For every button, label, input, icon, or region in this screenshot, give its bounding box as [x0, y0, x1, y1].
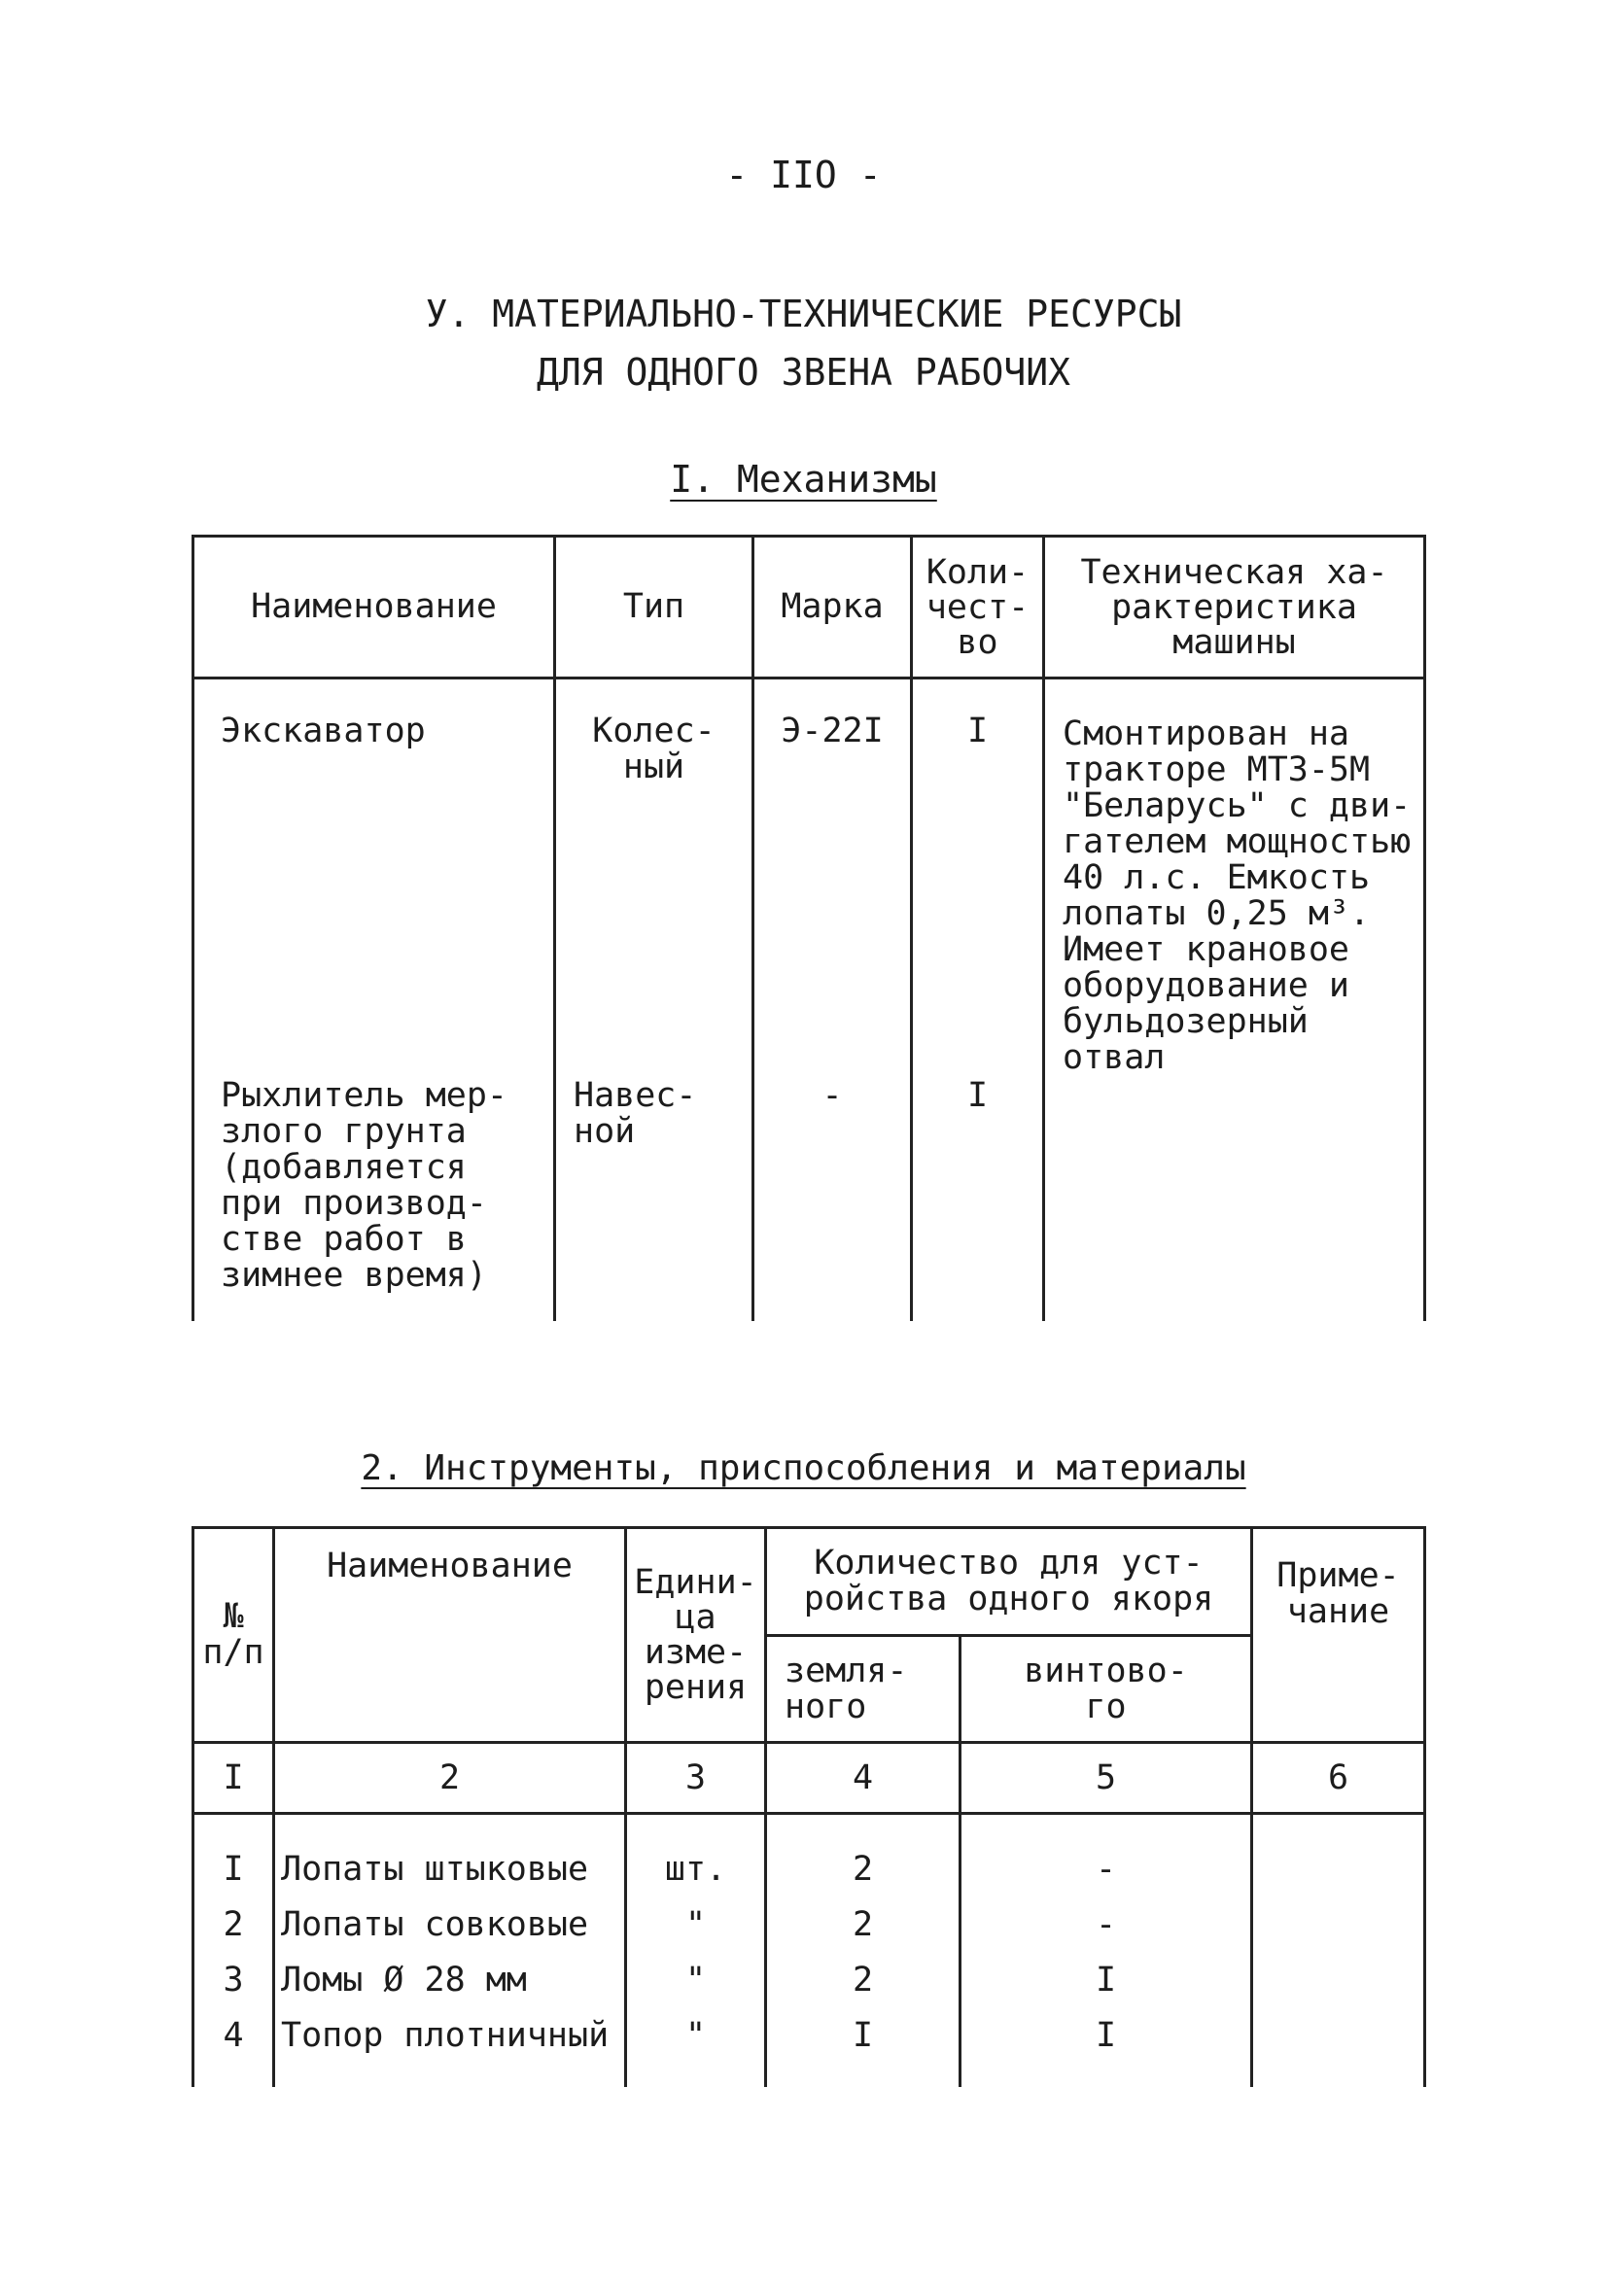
- cell-screw: I: [961, 2008, 1252, 2087]
- table-row: [193, 1814, 1425, 1898]
- row-excavator-type: Колес- ный: [555, 678, 753, 1077]
- cell-note: [1252, 1953, 1425, 2008]
- cell-screw: -: [961, 1897, 1252, 1953]
- cell-note: [1252, 1814, 1425, 1898]
- cell-screw: I: [961, 1953, 1252, 2008]
- cell-name: Лопаты штыковые: [274, 1814, 626, 1898]
- header-quantity: Коли- чест- во: [912, 537, 1044, 678]
- header-quantity-group: Количество для уст- ройства одного якоря: [766, 1528, 1252, 1636]
- header-name: Наименование: [193, 537, 555, 678]
- cell-name: Ломы Ø 28 мм: [274, 1953, 626, 2008]
- table-row: [193, 1076, 1425, 1321]
- row-excavator-brand: Э-22I: [753, 678, 912, 1077]
- tools-table: [192, 1526, 1426, 2087]
- header-specification: Техническая ха- рактеристика машины: [1044, 537, 1425, 678]
- cell-screw: -: [961, 1814, 1252, 1898]
- table-row: [193, 1953, 1425, 2008]
- header-brand: Марка: [753, 537, 912, 678]
- mechanisms-table: [192, 535, 1426, 1321]
- cell-unit: ": [626, 2008, 766, 2087]
- header-quantity-earth: земля- ного: [766, 1636, 961, 1743]
- row-ripper-name: Рыхлитель мер- злого грунта (добавляется при производ- стве работ в зимнее время): [193, 1076, 555, 1321]
- column-number: 4: [766, 1743, 961, 1814]
- header-row-number: № п/п: [193, 1528, 274, 1743]
- cell-earth: 2: [766, 1814, 961, 1898]
- row-excavator-name: Экскаватор: [193, 678, 555, 1077]
- row-ripper-qty: I: [912, 1076, 1044, 1321]
- row-ripper-spec: [1044, 1076, 1425, 1321]
- cell-earth: I: [766, 2008, 961, 2087]
- row-ripper-brand: -: [753, 1076, 912, 1321]
- column-number: 6: [1252, 1743, 1425, 1814]
- column-number: 5: [961, 1743, 1252, 1814]
- header-note: Приме- чание: [1252, 1528, 1425, 1743]
- cell-unit: ": [626, 1897, 766, 1953]
- header-tool-name: Наименование: [274, 1528, 626, 1743]
- row-ripper-type: Навес- ной: [555, 1076, 753, 1321]
- table-row: [193, 678, 1425, 1077]
- column-number: I: [193, 1743, 274, 1814]
- column-number: 3: [626, 1743, 766, 1814]
- subsection-tools-title: 2. Инструменты, приспособления и материалы: [361, 1448, 1246, 1488]
- cell-number: 4: [193, 2008, 274, 2087]
- header-unit: Едини- ца изме- рения: [626, 1528, 766, 1743]
- table-row: [193, 2008, 1425, 2087]
- cell-number: 3: [193, 1953, 274, 2008]
- cell-note: [1252, 1897, 1425, 1953]
- cell-note: [1252, 2008, 1425, 2087]
- header-quantity-screw: винтово- го: [961, 1636, 1252, 1743]
- cell-number: I: [193, 1814, 274, 1898]
- cell-unit: шт.: [626, 1814, 766, 1898]
- row-excavator-spec: Смонтирован на тракторе МТЗ-5М "Беларусь" с дви- гателем мощностью 40 л.с. Емкость лопаты 0,25 м³. Имеет крановое оборудование и бульдозерный отвал: [1044, 678, 1425, 1077]
- cell-unit: ": [626, 1953, 766, 2008]
- cell-number: 2: [193, 1897, 274, 1953]
- subsection-mechanisms-title: I. Механизмы: [670, 458, 937, 501]
- column-numbers-row: [193, 1743, 1425, 1814]
- table-row: [193, 1897, 1425, 1953]
- cell-earth: 2: [766, 1953, 961, 2008]
- section-title-line1: У. МАТЕРИАЛЬНО-ТЕХНИЧЕСКИЕ РЕСУРСЫ: [425, 293, 1182, 335]
- header-type: Тип: [555, 537, 753, 678]
- cell-name: Топор плотничный: [274, 2008, 626, 2087]
- row-excavator-qty: I: [912, 678, 1044, 1077]
- cell-name: Лопаты совковые: [274, 1897, 626, 1953]
- cell-earth: 2: [766, 1897, 961, 1953]
- column-number: 2: [274, 1743, 626, 1814]
- tools-header-row-1: [193, 1528, 1425, 1636]
- mechanisms-header-row: [193, 537, 1425, 678]
- page-number: - IIO -: [725, 154, 882, 196]
- section-title-line2: ДЛЯ ОДНОГО ЗВЕНА РАБОЧИХ: [536, 351, 1071, 394]
